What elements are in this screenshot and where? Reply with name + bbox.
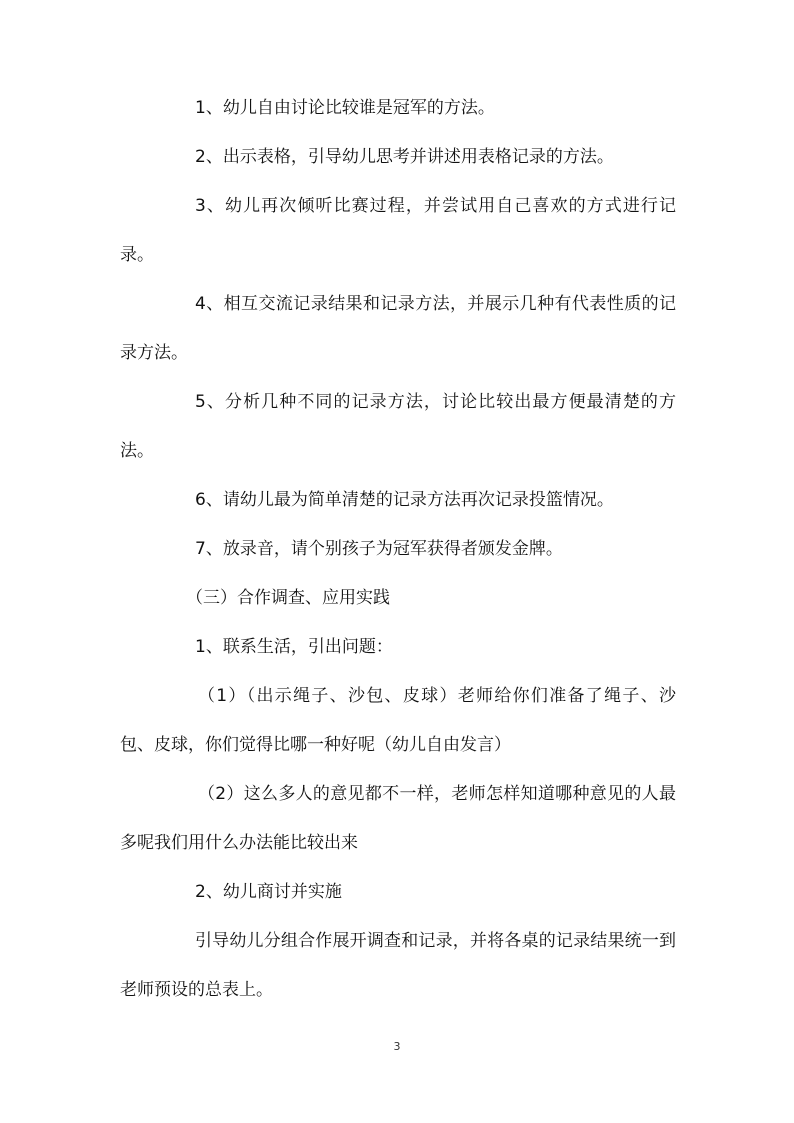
paragraph-sub-1: 1、联系生活，引出问题： <box>195 637 393 657</box>
paragraph-sub-1-1: （1）（出示绳子、沙包、皮球）老师给你们准备了绳子、沙包、皮球，你们觉得比哪一种好呢（幼儿自由发言） <box>120 686 676 755</box>
page-number: 3 <box>393 1040 401 1053</box>
paragraph-guidance: 引导幼儿分组合作展开调查和记录，并将各桌的记录结果统一到老师预设的总表上。 <box>120 931 676 1000</box>
paragraph-sub-1-2: （2）这么多人的意见都不一样，老师怎样知道哪种意见的人最多呢我们用什么办法能比较出来 <box>120 784 676 853</box>
paragraph-step-2: 2、出示表格，引导幼儿思考并讲述用表格记录的方法。 <box>195 147 614 167</box>
paragraph-step-3: 3、幼儿再次倾听比赛过程，并尝试用自己喜欢的方式进行记录。 <box>120 196 676 265</box>
paragraph-step-4: 4、相互交流记录结果和记录方法，并展示几种有代表性质的记录方法。 <box>120 294 676 363</box>
section-heading: （三）合作调查、应用实践 <box>186 588 390 608</box>
paragraph-step-1: 1、幼儿自由讨论比较谁是冠军的方法。 <box>195 98 495 118</box>
paragraph-step-7: 7、放录音，请个别孩子为冠军获得者颁发金牌。 <box>195 539 563 559</box>
paragraph-sub-2: 2、幼儿商讨并实施 <box>195 882 342 902</box>
paragraph-step-5: 5、分析几种不同的记录方法，讨论比较出最方便最清楚的方法。 <box>120 392 676 461</box>
paragraph-step-6: 6、请幼儿最为简单清楚的记录方法再次记录投篮情况。 <box>195 490 614 510</box>
